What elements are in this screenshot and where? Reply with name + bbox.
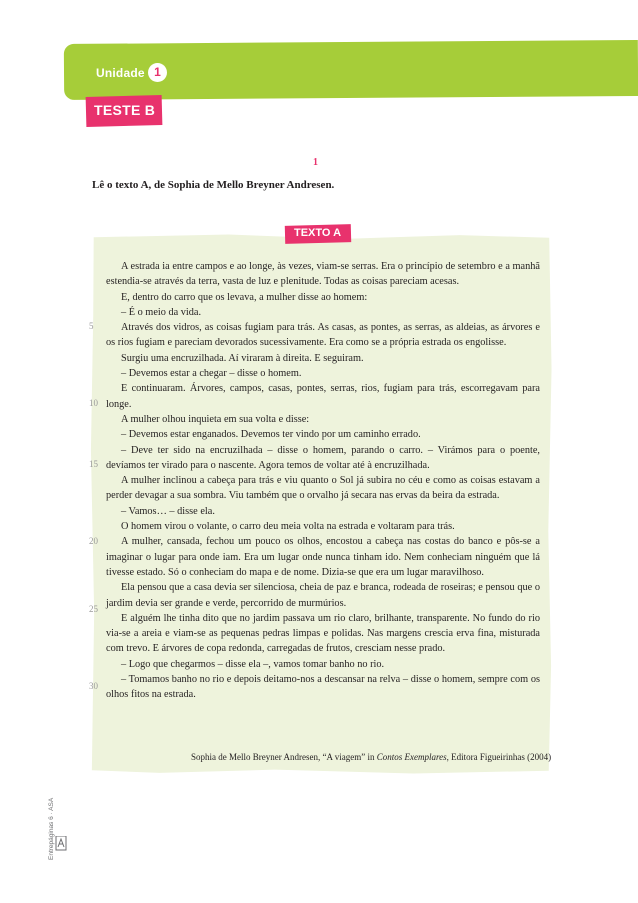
paragraph: – Vamos… – disse ela. (121, 505, 215, 517)
source-title: Contos Exemplares (376, 752, 447, 762)
paragraph: – Devemos estar a chegar – disse o homem. (121, 368, 302, 380)
paragraph: Ela pensou que a casa devia ser silenciosa, cheia de paz e branca, rodeada de roseiras; e pensou que o jardim devia ser grande e verde, percorrido de murmúrios. (106, 582, 540, 609)
source-citation (191, 752, 551, 762)
paragraph: E alguém lhe tinha dito que no jardim passava um rio claro, brilhante, transparente. No fundo do rio via-se a areia e viam-se as pequenas pedras limpas e polidas. Nas margens crescia erva fina, misturada com trevo. E árvores de copa redonda, carregadas de frutos, cresciam nesse prado. (106, 612, 540, 655)
paragraph: – Tomamos banho no rio e depois deitamo-nos a descansar na relva – disse o homem, sempre com os olhos fitos na estrada. (106, 674, 540, 701)
paragraph: – Deve ter sido na encruzilhada – disse o homem, parando o carro. – Virámos para o poente, devíamos ter virado para o nascente. Agora temos de voltar até à encruzilhada. (106, 444, 540, 471)
question-number: 1 (313, 157, 318, 168)
line-number: 15 (89, 459, 98, 469)
test-label: TESTE B (94, 102, 156, 118)
passage (89, 259, 540, 703)
unit-label: Unidade (96, 66, 145, 80)
paragraph: Surgiu uma encruzilhada. Aí viraram à direita. E seguiram. (121, 352, 364, 364)
source-prefix: Sophia de Mello Breyner Andresen, “A viagem” in (191, 752, 377, 762)
line-number: 20 (89, 536, 98, 546)
line-number: 30 (89, 681, 98, 691)
side-mark-text: Entrepáginas 6 · ASA (48, 797, 55, 860)
paragraph: – É o meio da vida. (121, 306, 202, 318)
paragraph: E, dentro do carro que os levava, a mulher disse ao homem: (121, 291, 368, 303)
question-instruction: Lê o texto A, de Sophia de Mello Breyner Andresen. (92, 179, 335, 191)
unit-number-badge: 1 (148, 63, 167, 82)
paragraph: – Devemos estar enganados. Devemos ter vindo por um caminho errado. (121, 429, 421, 441)
text-a-label: TEXTO A (294, 227, 342, 239)
line-number: 5 (89, 321, 94, 331)
paragraph: E continuaram. Árvores, campos, casas, pontes, serras, rios, fugiam para trás, escorregavam para longe. (106, 383, 540, 410)
paragraph: A mulher inclinou a cabeça para trás e viu quanto o Sol já subira no céu e como as coisas estavam a perder devagar a sua sombra. Viu também que o orvalho já secara nas ervas da beira da estrada. (106, 475, 540, 502)
paragraph: A estrada ia entre campos e ao longe, às vezes, viam-se serras. Era o princípio de setembro e a manhã estendia-se através da terra, vasta de luz e plenitude. Todas as coisas pareciam acesas. (106, 261, 540, 288)
line-number: 10 (89, 398, 98, 408)
paragraph: A mulher, cansada, fechou um pouco os olhos, encostou a cabeça nas costas do banco e pôs-se a imaginar o lugar para onde iam. Era um lugar onde nunca tinham ido. Nem conheciam ninguém que lá tivesse estado. Só o conheciam do mapa e de nome. Dizia-se que era um lugar maravilhoso. (106, 536, 540, 578)
source-suffix: , Editora Figueirinhas (2004) (446, 752, 552, 762)
publisher-logo-icon (54, 836, 68, 876)
paragraph: O homem virou o volante, o carro deu meia volta na estrada e voltaram para trás. (121, 521, 455, 533)
line-number: 25 (89, 604, 98, 614)
paragraph: Através dos vidros, as coisas fugiam para trás. As casas, as pontes, as serras, as aldeias, as árvores e os rios fugiam e pareciam devorados sucessivamente. Era como se a própria estrada os engolisse. (106, 322, 540, 349)
paragraph: – Logo que chegarmos – disse ela –, vamos tomar banho no rio. (121, 658, 385, 670)
paragraph: A mulher olhou inquieta em sua volta e disse: (121, 413, 310, 425)
